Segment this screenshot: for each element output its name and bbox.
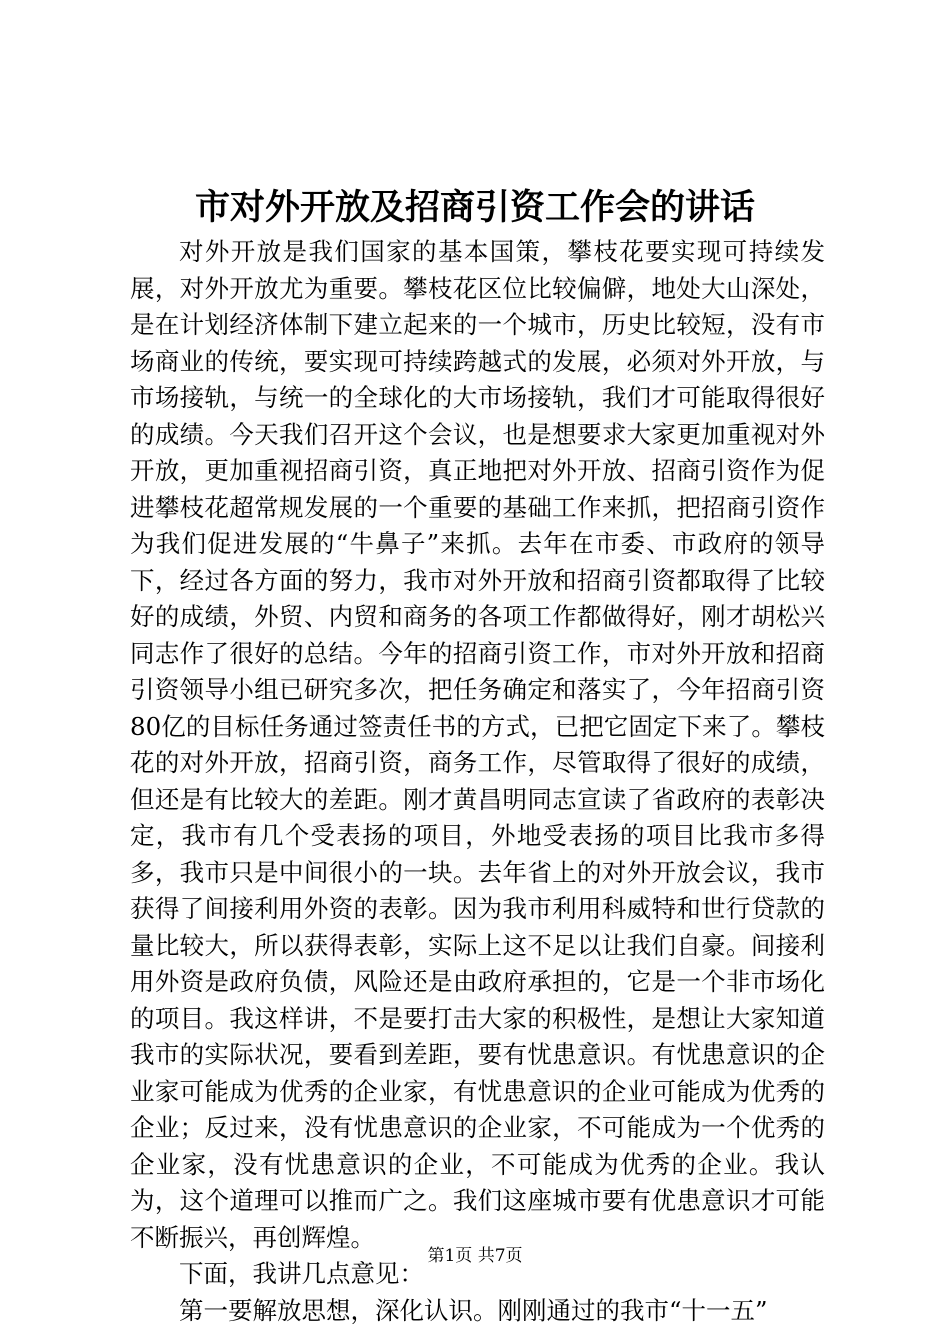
paragraph-opening: 对外开放是我们国家的基本国策，攀枝花要实现可持续发展，对外开放尤为重要。攀枝花区位比较偏僻，地处大山深处，是在计划经济体制下建立起来的一个城市，历史比较短，没有市场商业的传统，要实现可持续跨越式的发展，必须对外开放，与市场接轨，与统一的全球化的大市场接轨，我们才可能取得很好的成绩。今天我们召开这个会议，也是想要求大家更加重视对外开放，更加重视招商引资，真正地把对外开放、招商引资作为促进攀枝花超常规发展的一个重要的基础工作来抓，把招商引资作为我们促进发展的“牛鼻子”来抓。去年在市委、市政府的领导下，经过各方面的努力，我市对外开放和招商引资都取得了比较好的成绩，外贸、内贸和商务的各项工作都做得好，刚才胡松兴同志作了很好的总结。今年的招商引资工作，市对外开放和招商引资领导小组已研究多次，把任务确定和落实了，今年招商引资80亿的目标任务通过签责任书的方式，已把它固定下来了。攀枝花的对外开放，招商引资，商务工作，尽管取得了很好的成绩，但还是有比较大的差距。刚才黄昌明同志宣读了省政府的表彰决定，我市有几个受表扬的项目，外地受表扬的项目比我市多得多，我市只是中间很小的一块。去年省上的对外开放会议，我市获得了间接利用外资的表彰。因为我市利用科威特和世行贷款的量比较大，所以获得表彰，实际上这不足以让我们自豪。间接利用外资是政府负债，风险还是由政府承担的，它是一个非市场化的项目。我这样讲，不是要打击大家的积极性，是想让大家知道我市的实际状况，要看到差距，要有忧患意识。有忧患意识的企业家可能成为优秀的企业家，有忧患意识的企业可能成为优秀的企业；反过来，没有忧患意识的企业家，不可能成为一个优秀的企业家，没有忧患意识的企业，不可能成为优秀的企业。我认为，这个道理可以推而广之。我们这座城市要有优患意识才可能不断振兴，再创辉煌。 — [130, 237, 825, 1252]
paragraph-transition: 下面，我讲几点意见： — [179, 1259, 424, 1288]
page-number-footer: 第1页 共7页 — [427, 1246, 523, 1266]
document-body — [130, 234, 825, 1329]
document-title: 市对外开放及招商引资工作会的讲话 — [194, 187, 755, 228]
paragraph-point-one: 第一要解放思想，深化认识。刚刚通过的我市“十一五” — [179, 1295, 768, 1325]
